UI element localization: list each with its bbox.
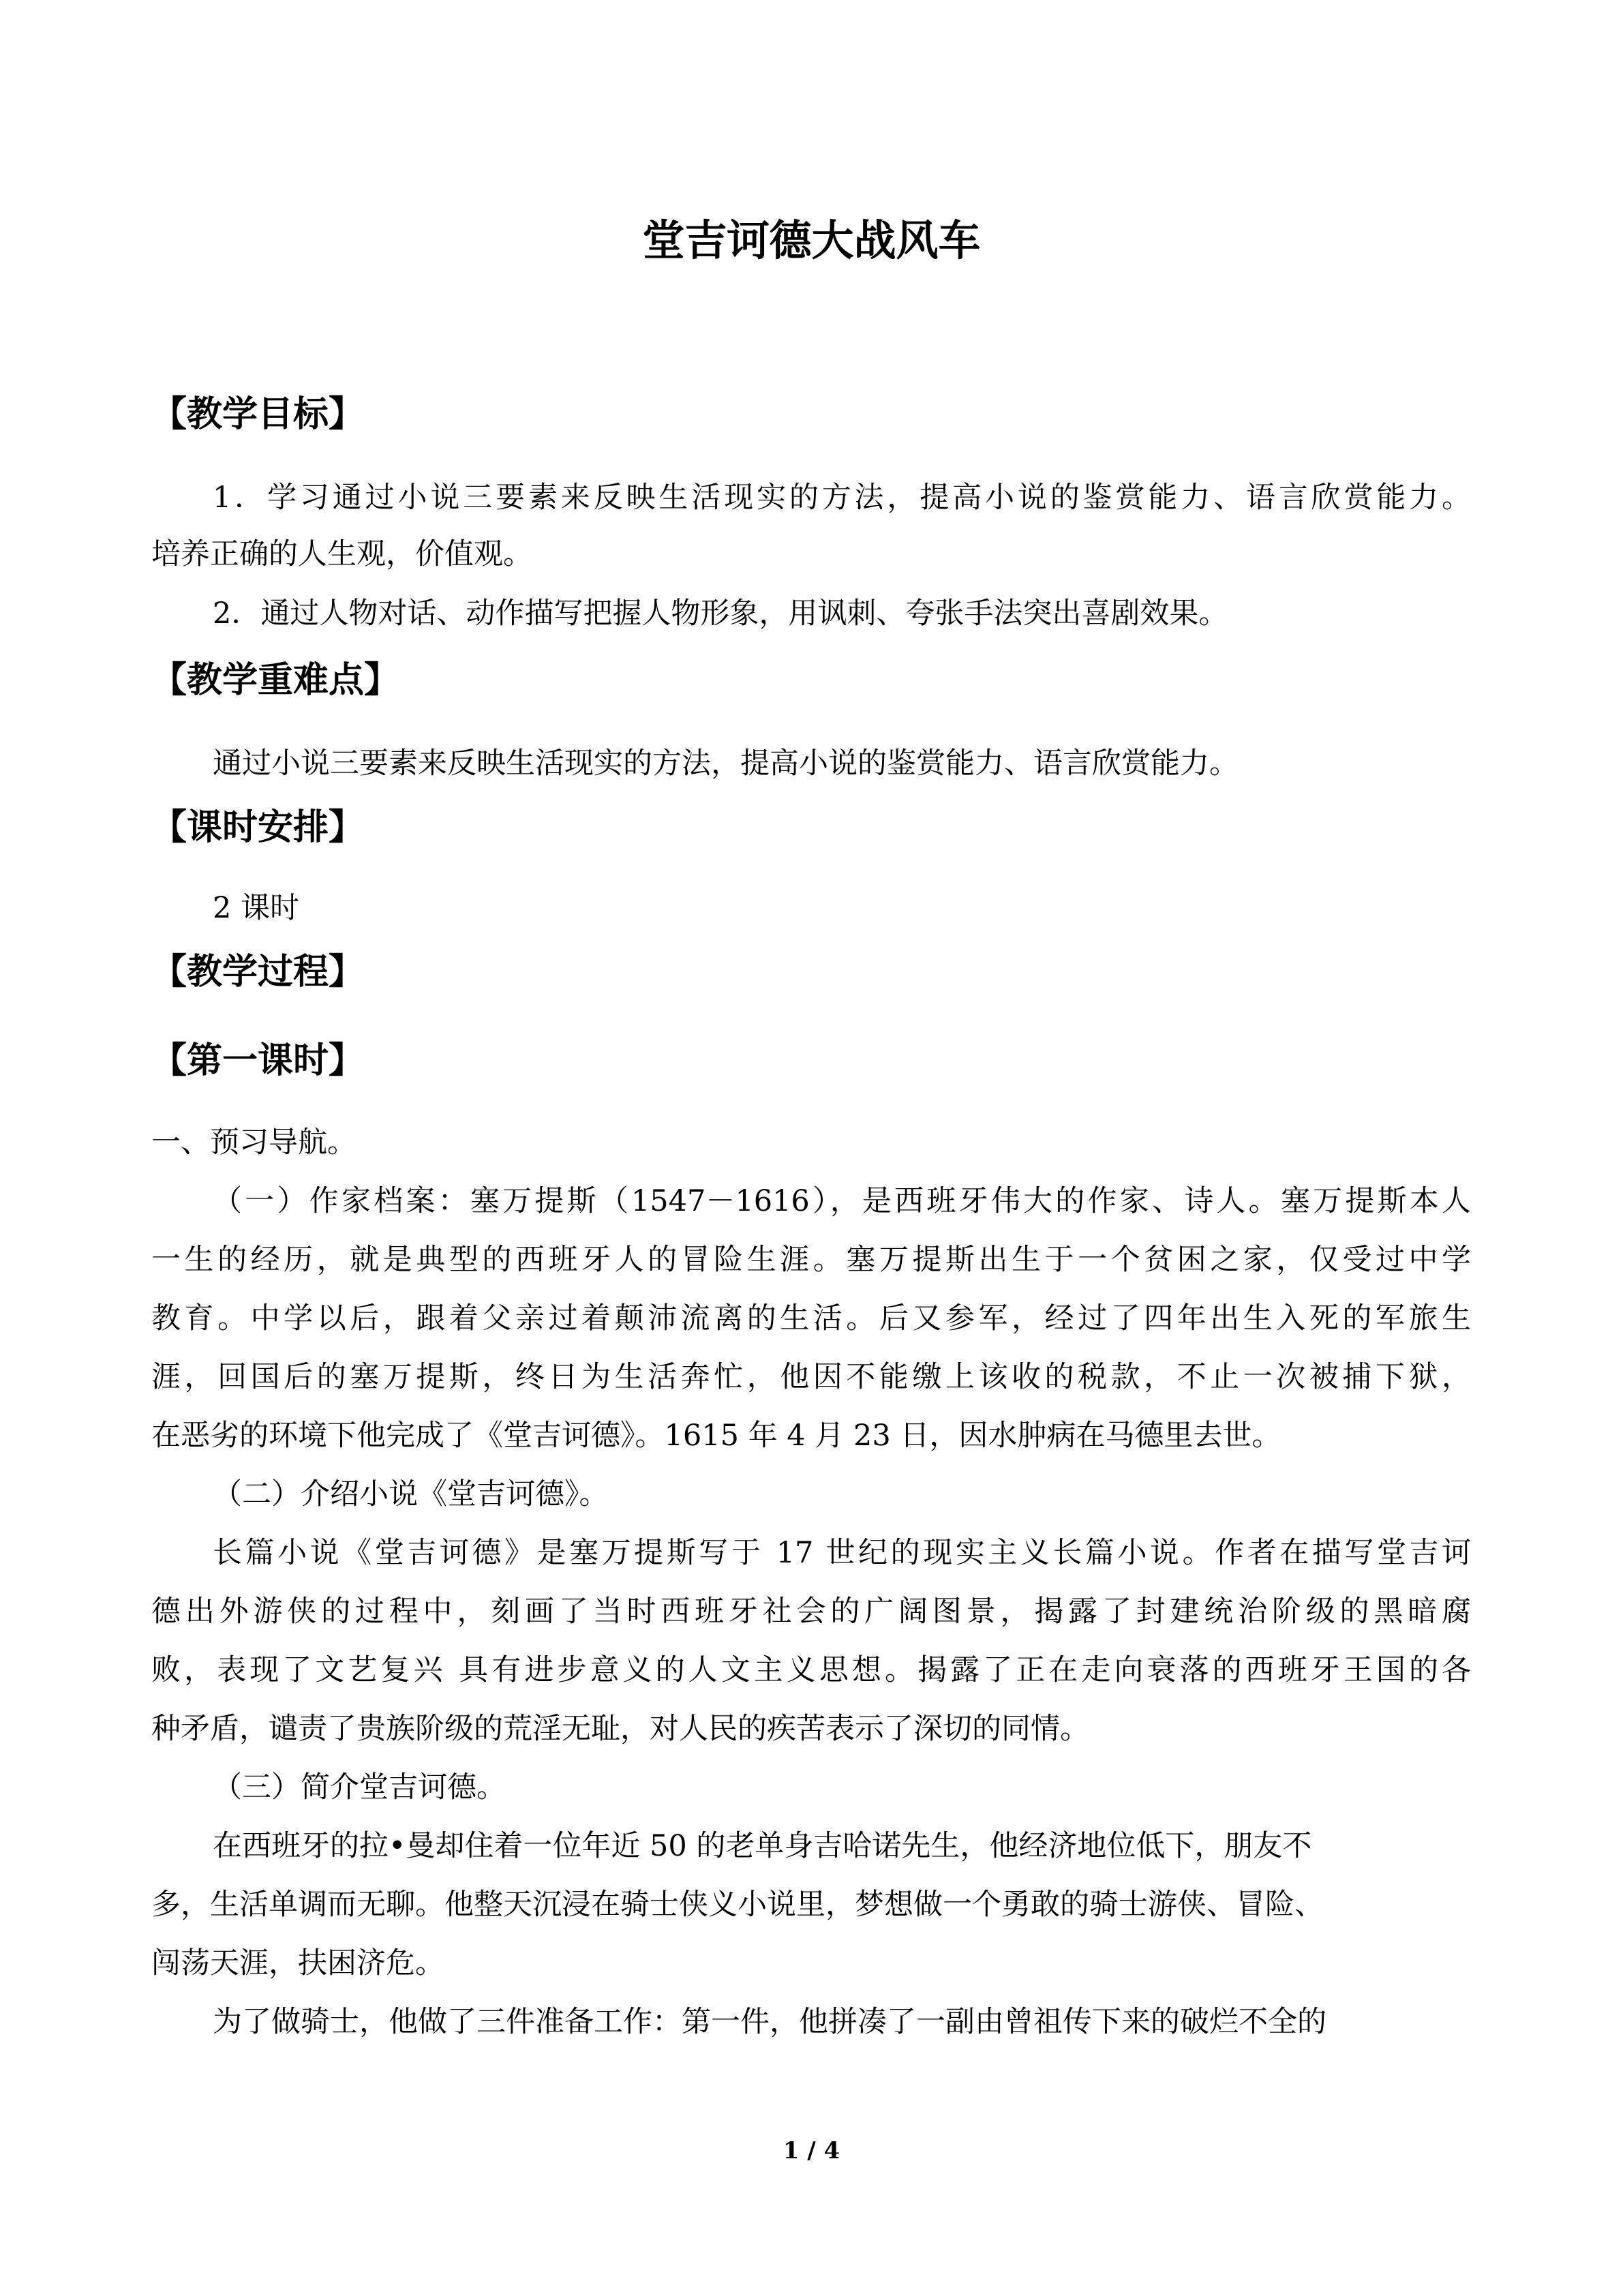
- novel-line-4: 种矛盾，谴责了贵族阶级的荒淫无耻，对人民的疾苦表示了深切的同情。: [151, 1712, 1089, 1746]
- page-number: 1 / 4: [783, 2137, 840, 2164]
- schedule-text: 2 课时: [213, 891, 300, 925]
- key-points-text: 通过小说三要素来反映生活现实的方法，提高小说的鉴赏能力、语言欣赏能力。: [213, 746, 1239, 781]
- author-line-2: 一生的经历，就是典型的西班牙人的冒险生涯。塞万提斯出生于一个贫困之家，仅受过中学: [151, 1243, 1471, 1277]
- heading-teaching-objectives: 【教学目标】: [151, 394, 365, 435]
- novel-line-3: 败，表现了文艺复兴 具有进步意义的人文主义思想。揭露了正在走向衰落的西班牙王国的各: [151, 1653, 1471, 1687]
- author-line-4: 涯，回国后的塞万提斯，终日为生活奔忙，他因不能缴上该收的税款，不止一次被捕下狱，: [151, 1360, 1471, 1394]
- novel-line-1: 长篇小说《堂吉诃德》是塞万提斯写于 17 世纪的现实主义长篇小说。作者在描写堂吉诃: [213, 1536, 1471, 1570]
- character-line-1: 在西班牙的拉•曼却住着一位年近 50 的老单身吉哈诺先生，他经济地位低下，朋友不: [213, 1829, 1312, 1863]
- heading-teaching-process: 【教学过程】: [151, 952, 365, 993]
- character-heading: （三）简介堂吉诃德。: [213, 1770, 506, 1804]
- prep-line-1: 为了做骑士，他做了三件准备工作：第一件，他拼凑了一副由曾祖传下来的破烂不全的: [213, 2005, 1326, 2039]
- objective-2: 2．通过人物对话、动作描写把握人物形象，用讽刺、夸张手法突出喜剧效果。: [213, 596, 1228, 631]
- objective-1-line-1: 1．学习通过小说三要素来反映生活现实的方法，提高小说的鉴赏能力、语言欣赏能力。: [213, 481, 1471, 515]
- objective-1-line-2: 培养正确的人生观，价值观。: [151, 537, 532, 571]
- character-line-3: 闯荡天涯，扶困济危。: [151, 1946, 444, 1980]
- document-title: 堂吉诃德大战风车: [642, 215, 981, 265]
- novel-line-2: 德出外游侠的过程中，刻画了当时西班牙社会的广阔图景，揭露了封建统治阶级的黑暗腐: [151, 1595, 1471, 1629]
- character-line-2: 多，生活单调而无聊。他整天沉浸在骑士侠义小说里，梦想做一个勇敢的骑士游侠、冒险、: [151, 1888, 1324, 1922]
- author-line-1: （一）作家档案：塞万提斯（1547－1616），是西班牙伟大的作家、诗人。塞万提斯本人: [213, 1184, 1471, 1218]
- heading-key-points: 【教学重难点】: [151, 660, 400, 701]
- author-line-5: 在恶劣的环境下他完成了《堂吉诃德》。1615 年 4 月 23 日，因水肿病在马德里去世。: [151, 1419, 1281, 1453]
- author-line-3: 教育。中学以后，跟着父亲过着颠沛流离的生活。后又参军，经过了四年出生入死的军旅生: [151, 1301, 1471, 1335]
- preview-heading: 一、预习导航。: [151, 1126, 357, 1160]
- novel-heading: （二）介绍小说《堂吉诃德》。: [213, 1477, 609, 1511]
- heading-lesson-one: 【第一课时】: [151, 1040, 365, 1081]
- heading-schedule: 【课时安排】: [151, 807, 365, 848]
